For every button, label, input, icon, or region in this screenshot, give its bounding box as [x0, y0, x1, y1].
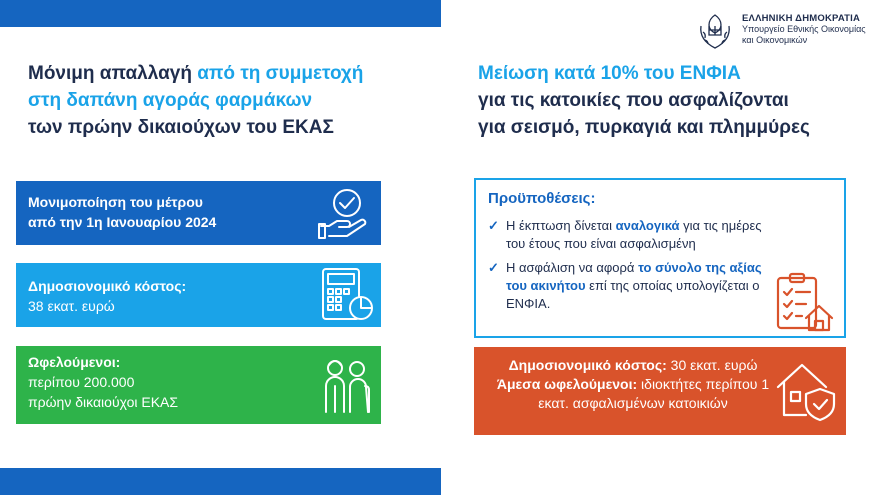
- right-title-text-2: για σεισμό, πυρκαγιά και πλημμύρες: [478, 117, 810, 138]
- beneficiaries-label: Ωφελούμενοι:: [28, 354, 121, 370]
- ministry-name-1: Υπουργείο Εθνικής Οικονομίας: [742, 24, 866, 34]
- greek-crest-icon: [695, 12, 735, 52]
- measure-line-1: Μονιμοποίηση του μέτρου: [28, 194, 203, 210]
- conditions-box: [474, 178, 846, 338]
- right-title: [478, 60, 878, 141]
- beneficiaries-card: [16, 346, 381, 424]
- fiscal-cost-card: [16, 263, 381, 327]
- permanent-measure-card: [16, 181, 381, 245]
- check-icon: ✓: [488, 218, 499, 233]
- enfia-summary-card: [474, 347, 846, 435]
- checklist-house-icon: [774, 272, 836, 334]
- condition-1-emphasis: αναλογικά: [615, 218, 680, 233]
- measure-line-2: από την 1η Ιανουαρίου 2024: [28, 214, 217, 230]
- check-icon: ✓: [488, 260, 499, 275]
- ministry-name-2: και Οικονομικών: [742, 35, 808, 45]
- left-title-highlight-2: στη δαπάνη αγοράς φαρμάκων: [28, 90, 313, 111]
- house-shield-icon: [774, 359, 838, 423]
- condition-item-1: ✓ Η έκπτωση δίνεται αναλογικά για τις ημέρες του έτους που είναι ασφαλισμένη: [488, 218, 762, 251]
- condition-item-2: ✓ Η ασφάλιση να αφορά το σύνολο της αξίας του ακινήτου επί της οποίας υπολογίζεται ο ΕΝΦΙΑ.: [488, 260, 762, 311]
- hand-check-icon: [317, 184, 375, 242]
- conditions-title: Προϋποθέσεις:: [488, 190, 596, 207]
- beneficiaries-count: περίπου 200.000: [28, 374, 135, 390]
- left-title-text: Μόνιμη απαλλαγή: [28, 63, 198, 84]
- left-title: [28, 60, 428, 141]
- left-title-highlight: από τη συμμετοχή: [197, 63, 364, 84]
- ministry-header: [742, 13, 866, 46]
- bottom-accent-bar: [0, 468, 441, 495]
- condition-2-emphasis: το σύνολο της αξίας του ακινήτου: [506, 260, 762, 293]
- right-title-highlight: Μείωση κατά 10% του ΕΝΦΙΑ: [478, 63, 741, 84]
- calculator-icon: [317, 266, 375, 324]
- elderly-couple-icon: [317, 356, 375, 414]
- enfia-beneficiaries-value: ιδιοκτήτες περίπου 1 εκατ. ασφαλισμένων κατοικιών: [538, 376, 770, 411]
- fiscal-cost-value: 38 εκατ. ευρώ: [28, 298, 115, 314]
- gov-name: ΕΛΛΗΝΙΚΗ ΔΗΜΟΚΡΑΤΙΑ: [742, 13, 861, 24]
- beneficiaries-desc: πρώην δικαιούχοι ΕΚΑΣ: [28, 394, 179, 410]
- enfia-cost-value: 30 εκατ. ευρώ: [666, 357, 758, 373]
- enfia-cost-label: Δημοσιονομικό κόστος:: [508, 357, 667, 373]
- enfia-beneficiaries-label: Άμεσα ωφελούμενοι:: [496, 376, 638, 392]
- right-title-text-1: για τις κατοικίες που ασφαλίζονται: [478, 90, 789, 111]
- top-accent-bar: [0, 0, 441, 27]
- fiscal-cost-label: Δημοσιονομικό κόστος:: [28, 278, 187, 294]
- left-title-text-2: των πρώην δικαιούχων του ΕΚΑΣ: [28, 117, 334, 138]
